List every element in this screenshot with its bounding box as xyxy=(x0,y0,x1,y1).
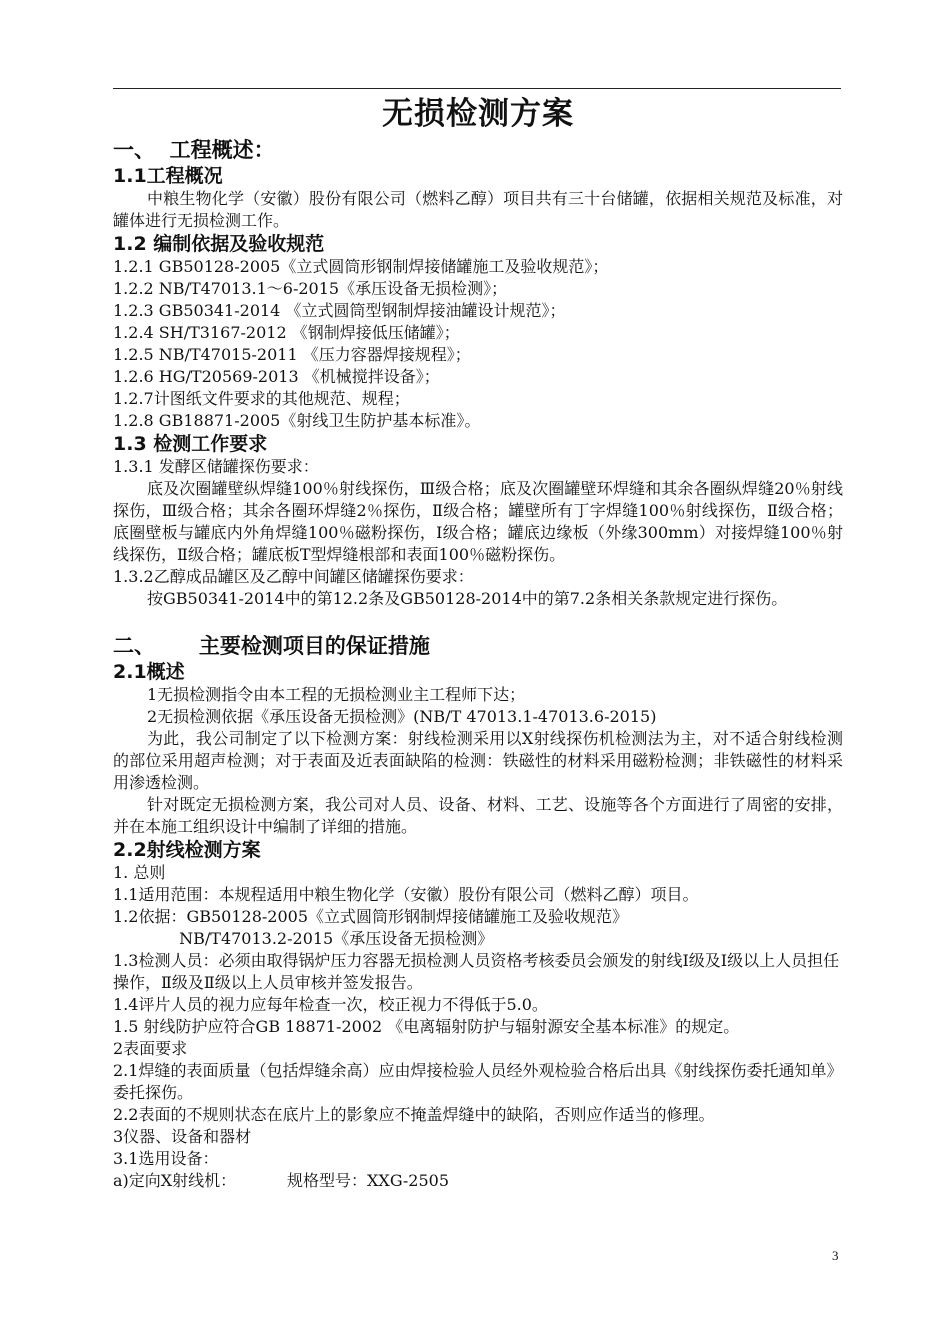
rt-plan-line: 3仪器、设备和器材 xyxy=(113,1127,252,1146)
section-1-heading: 一、 工程概述： xyxy=(113,138,275,162)
requirement-item: 1.3.2乙醇成品罐区及乙醇中间罐区储罐探伤要求： xyxy=(113,567,474,586)
reference-item: 1.2.6 HG/T20569-2013 《机械搅拌设备》； xyxy=(113,367,440,386)
section-1-1-heading: 1.1工程概况 xyxy=(113,165,223,187)
requirement-paragraph: 按GB50341-2014中的第12.2条及GB50128-2014中的第7.2条相关条款规定进行探伤。 xyxy=(147,589,788,608)
rt-plan-line: 2.1焊缝的表面质量（包括焊缝余高）应由焊接检验人员经外观检验合格后出具《射线探伤委托通知单》委托探伤。 xyxy=(113,1061,843,1102)
rt-plan-line: 1.3检测人员：必须由取得锅炉压力容器无损检测人员资格考核委员会颁发的射线Ⅰ级及Ⅰ级以上人员担任操作，Ⅱ级及Ⅱ级以上人员审核并签发报告。 xyxy=(113,951,840,992)
rt-plan-line: 2.2表面的不规则状态在底片上的影象应不掩盖焊缝中的缺陷，否则应作适当的修理。 xyxy=(113,1105,715,1124)
header-rule xyxy=(113,88,841,89)
overview-paragraph: 针对既定无损检测方案，我公司对人员、设备、材料、工艺、设施等各个方面进行了周密的安排，并在本施工组织设计中编制了详细的措施。 xyxy=(113,795,843,836)
reference-item: 1.2.2 NB/T47013.1～6-2015《承压设备无损检测》； xyxy=(113,279,508,298)
requirement-item: 1.3.1 发酵区储罐探伤要求： xyxy=(113,457,319,476)
rt-plan-line: NB/T47013.2-2015《承压设备无损检测》 xyxy=(113,929,494,948)
rt-plan-line: 1. 总则 xyxy=(113,863,166,882)
reference-item: 1.2.5 NB/T47015-2011 《压力容器焊接规程》； xyxy=(113,345,471,364)
document-title: 无损检测方案 xyxy=(382,96,574,132)
reference-item: 1.2.4 SH/T3167-2012 《钢制焊接低压储罐》； xyxy=(113,323,460,342)
reference-item: 1.2.1 GB50128-2005《立式圆筒形钢制焊接储罐施工及验收规范》； xyxy=(113,257,609,276)
overview-line: 2无损检测依据《承压设备无损检测》(NB/T 47013.1-47013.6-2015) xyxy=(147,707,657,726)
document-page xyxy=(113,92,843,1192)
rt-plan-line: 1.5 射线防护应符合GB 18871-2002 《电离辐射防护与辐射源安全基本标准》的规定。 xyxy=(113,1017,740,1036)
section-1-2-heading: 1.2 编制依据及验收规范 xyxy=(113,233,325,255)
project-overview-paragraph: 中粮生物化学（安徽）股份有限公司（燃料乙醇）项目共有三十台储罐，依据相关规范及标准，对罐体进行无损检测工作。 xyxy=(113,189,843,230)
section-2-heading: 二、 主要检测项目的保证措施 xyxy=(113,634,430,658)
section-2-1-heading: 2.1概述 xyxy=(113,661,185,683)
section-1-3-heading: 1.3 检测工作要求 xyxy=(113,433,268,455)
reference-item: 1.2.8 GB18871-2005《射线卫生防护基本标准》。 xyxy=(113,411,481,430)
rt-plan-line: 1.2依据：GB50128-2005《立式圆筒形钢制焊接储罐施工及验收规范》 xyxy=(113,907,629,926)
overview-paragraph: 为此，我公司制定了以下检测方案：射线检测采用以X射线探伤机检测法为主，对不适合射线检测的部位采用超声检测；对于表面及近表面缺陷的检测：铁磁性的材料采用磁粉检测；非铁磁性的材料采用渗透检测。 xyxy=(113,729,843,792)
requirement-paragraph: 底及次圈罐壁纵焊缝100％射线探伤，Ⅲ级合格；底及次圈罐壁环焊缝和其余各圈纵焊缝20％射线探伤，Ⅲ级合格；其余各圈环焊缝2％探伤，Ⅱ级合格；罐壁所有丁字焊缝100％射线探伤，Ⅱ级合格；底圈壁板与罐底内外角焊缝100％磁粉探伤，Ⅰ级合格；罐底边缘板（外缘300mm）对接焊缝100％射线探伤，Ⅱ级合格；罐底板T型焊缝根部和表面100％磁粉探伤。 xyxy=(113,479,843,564)
rt-plan-line: 1.4评片人员的视力应每年检查一次，校正视力不得低于5.0。 xyxy=(113,995,548,1014)
page-number: 3 xyxy=(832,1248,839,1263)
rt-plan-line: 2表面要求 xyxy=(113,1039,188,1058)
reference-item: 1.2.7计图纸文件要求的其他规范、规程； xyxy=(113,389,410,408)
rt-plan-line: 1.1适用范围：本规程适用中粮生物化学（安徽）股份有限公司（燃料乙醇）项目。 xyxy=(113,885,699,904)
rt-plan-line: a)定向X射线机： 规格型号：XXG-2505 xyxy=(113,1171,450,1190)
overview-line: 1无损检测指令由本工程的无损检测业主工程师下达； xyxy=(147,685,526,704)
reference-item: 1.2.3 GB50341-2014 《立式圆筒型钢制焊接油罐设计规范》； xyxy=(113,301,566,320)
rt-plan-line: 3.1选用设备： xyxy=(113,1149,219,1168)
section-2-2-heading: 2.2射线检测方案 xyxy=(113,839,261,861)
